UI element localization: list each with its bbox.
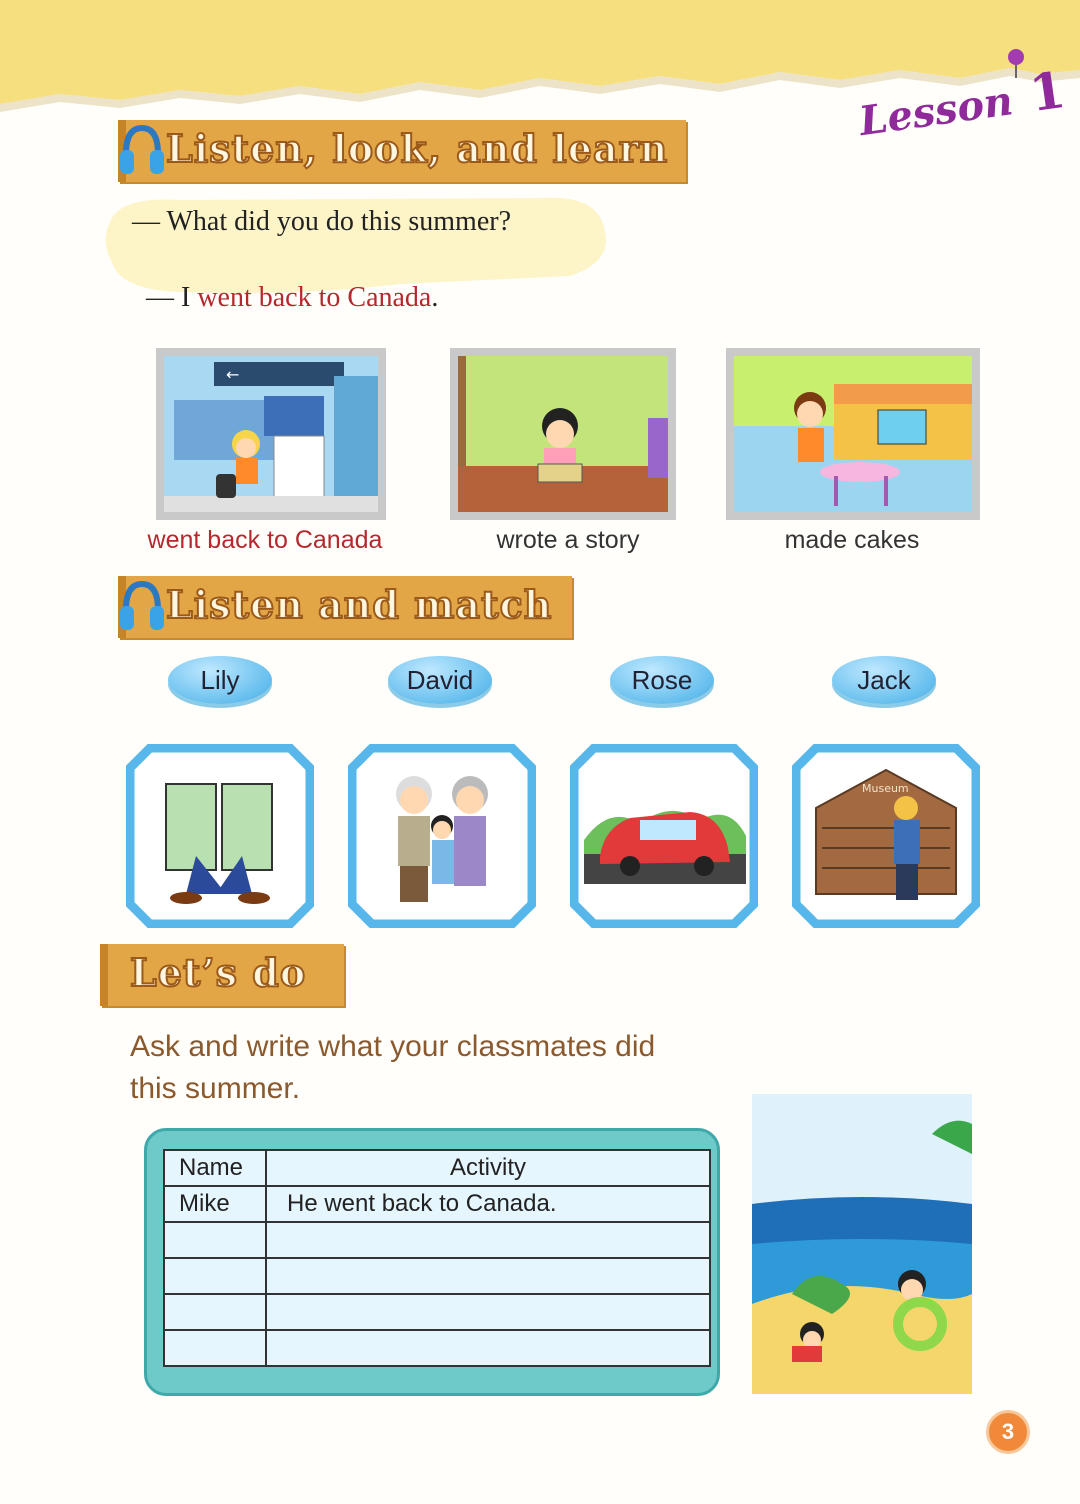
cell-name[interactable] [164, 1330, 266, 1366]
cell-name[interactable] [164, 1258, 266, 1294]
table-row [164, 1258, 710, 1294]
answer-highlight: went back to Canada [197, 282, 432, 313]
header-activity: Activity [266, 1150, 710, 1186]
name-pill-rose: Rose [610, 656, 714, 704]
section-banner-lets-do [100, 944, 344, 1006]
instruction-line-2: this summer. [130, 1072, 301, 1105]
match-picture-grandparents [348, 744, 536, 928]
picture-cakes [726, 348, 980, 520]
section-banner-listen-look-learn [118, 120, 686, 182]
match-picture-reading [126, 744, 314, 928]
cell-activity[interactable] [266, 1222, 710, 1258]
museum-sign: Museum [862, 782, 909, 795]
caption-went-back: went back to Canada [147, 526, 383, 554]
caption-wrote-story: wrote a story [496, 526, 640, 554]
dialogue-question: — What did you do this summer? [132, 206, 511, 237]
match-picture-car [570, 744, 758, 928]
picture-airport [156, 348, 386, 520]
writing-scene [458, 356, 668, 512]
answer-prefix: — I [146, 282, 198, 313]
svg-text:←: ← [226, 365, 240, 384]
table-row [164, 1186, 710, 1222]
dialogue-answer [132, 250, 438, 314]
lesson-word: Lesson [856, 77, 1016, 146]
cell-activity[interactable] [266, 1330, 710, 1366]
airport-scene [164, 356, 378, 512]
table-header-row [164, 1150, 710, 1186]
page-number-badge [986, 1410, 1030, 1454]
cell-name[interactable] [164, 1294, 266, 1330]
beach-illustration [752, 1094, 972, 1394]
headphones-icon [118, 578, 166, 636]
section-title: Listen and match [166, 582, 553, 627]
picture-writing [450, 348, 676, 520]
activity-table-frame [144, 1128, 720, 1396]
cakes-scene [734, 356, 972, 512]
lesson-number: 1 [1026, 59, 1069, 124]
table-row [164, 1294, 710, 1330]
activity-table [163, 1149, 711, 1367]
instruction-line-1: Ask and write what your classmates did [130, 1030, 656, 1063]
cell-name[interactable] [164, 1222, 266, 1258]
section-banner-listen-match [118, 576, 572, 638]
name-pill-david: David [388, 656, 492, 704]
table-row [164, 1222, 710, 1258]
answer-suffix: . [431, 282, 439, 313]
cell-activity[interactable]: He went back to Canada. [266, 1186, 710, 1222]
name-pill-jack: Jack [832, 656, 936, 704]
cell-activity[interactable] [266, 1258, 710, 1294]
cell-name[interactable]: Mike [164, 1186, 266, 1222]
cell-activity[interactable] [266, 1294, 710, 1330]
match-picture-museum [792, 744, 980, 928]
header-name: Name [164, 1150, 266, 1186]
section-title: Listen, look, and learn [166, 126, 669, 171]
page-number: 3 [1001, 1419, 1015, 1444]
section-title: Let’s do [130, 950, 307, 995]
caption-made-cakes: made cakes [784, 526, 920, 554]
pin-icon [1006, 48, 1030, 78]
name-pill-lily: Lily [168, 656, 272, 704]
headphones-icon [118, 122, 166, 180]
table-row [164, 1330, 710, 1366]
